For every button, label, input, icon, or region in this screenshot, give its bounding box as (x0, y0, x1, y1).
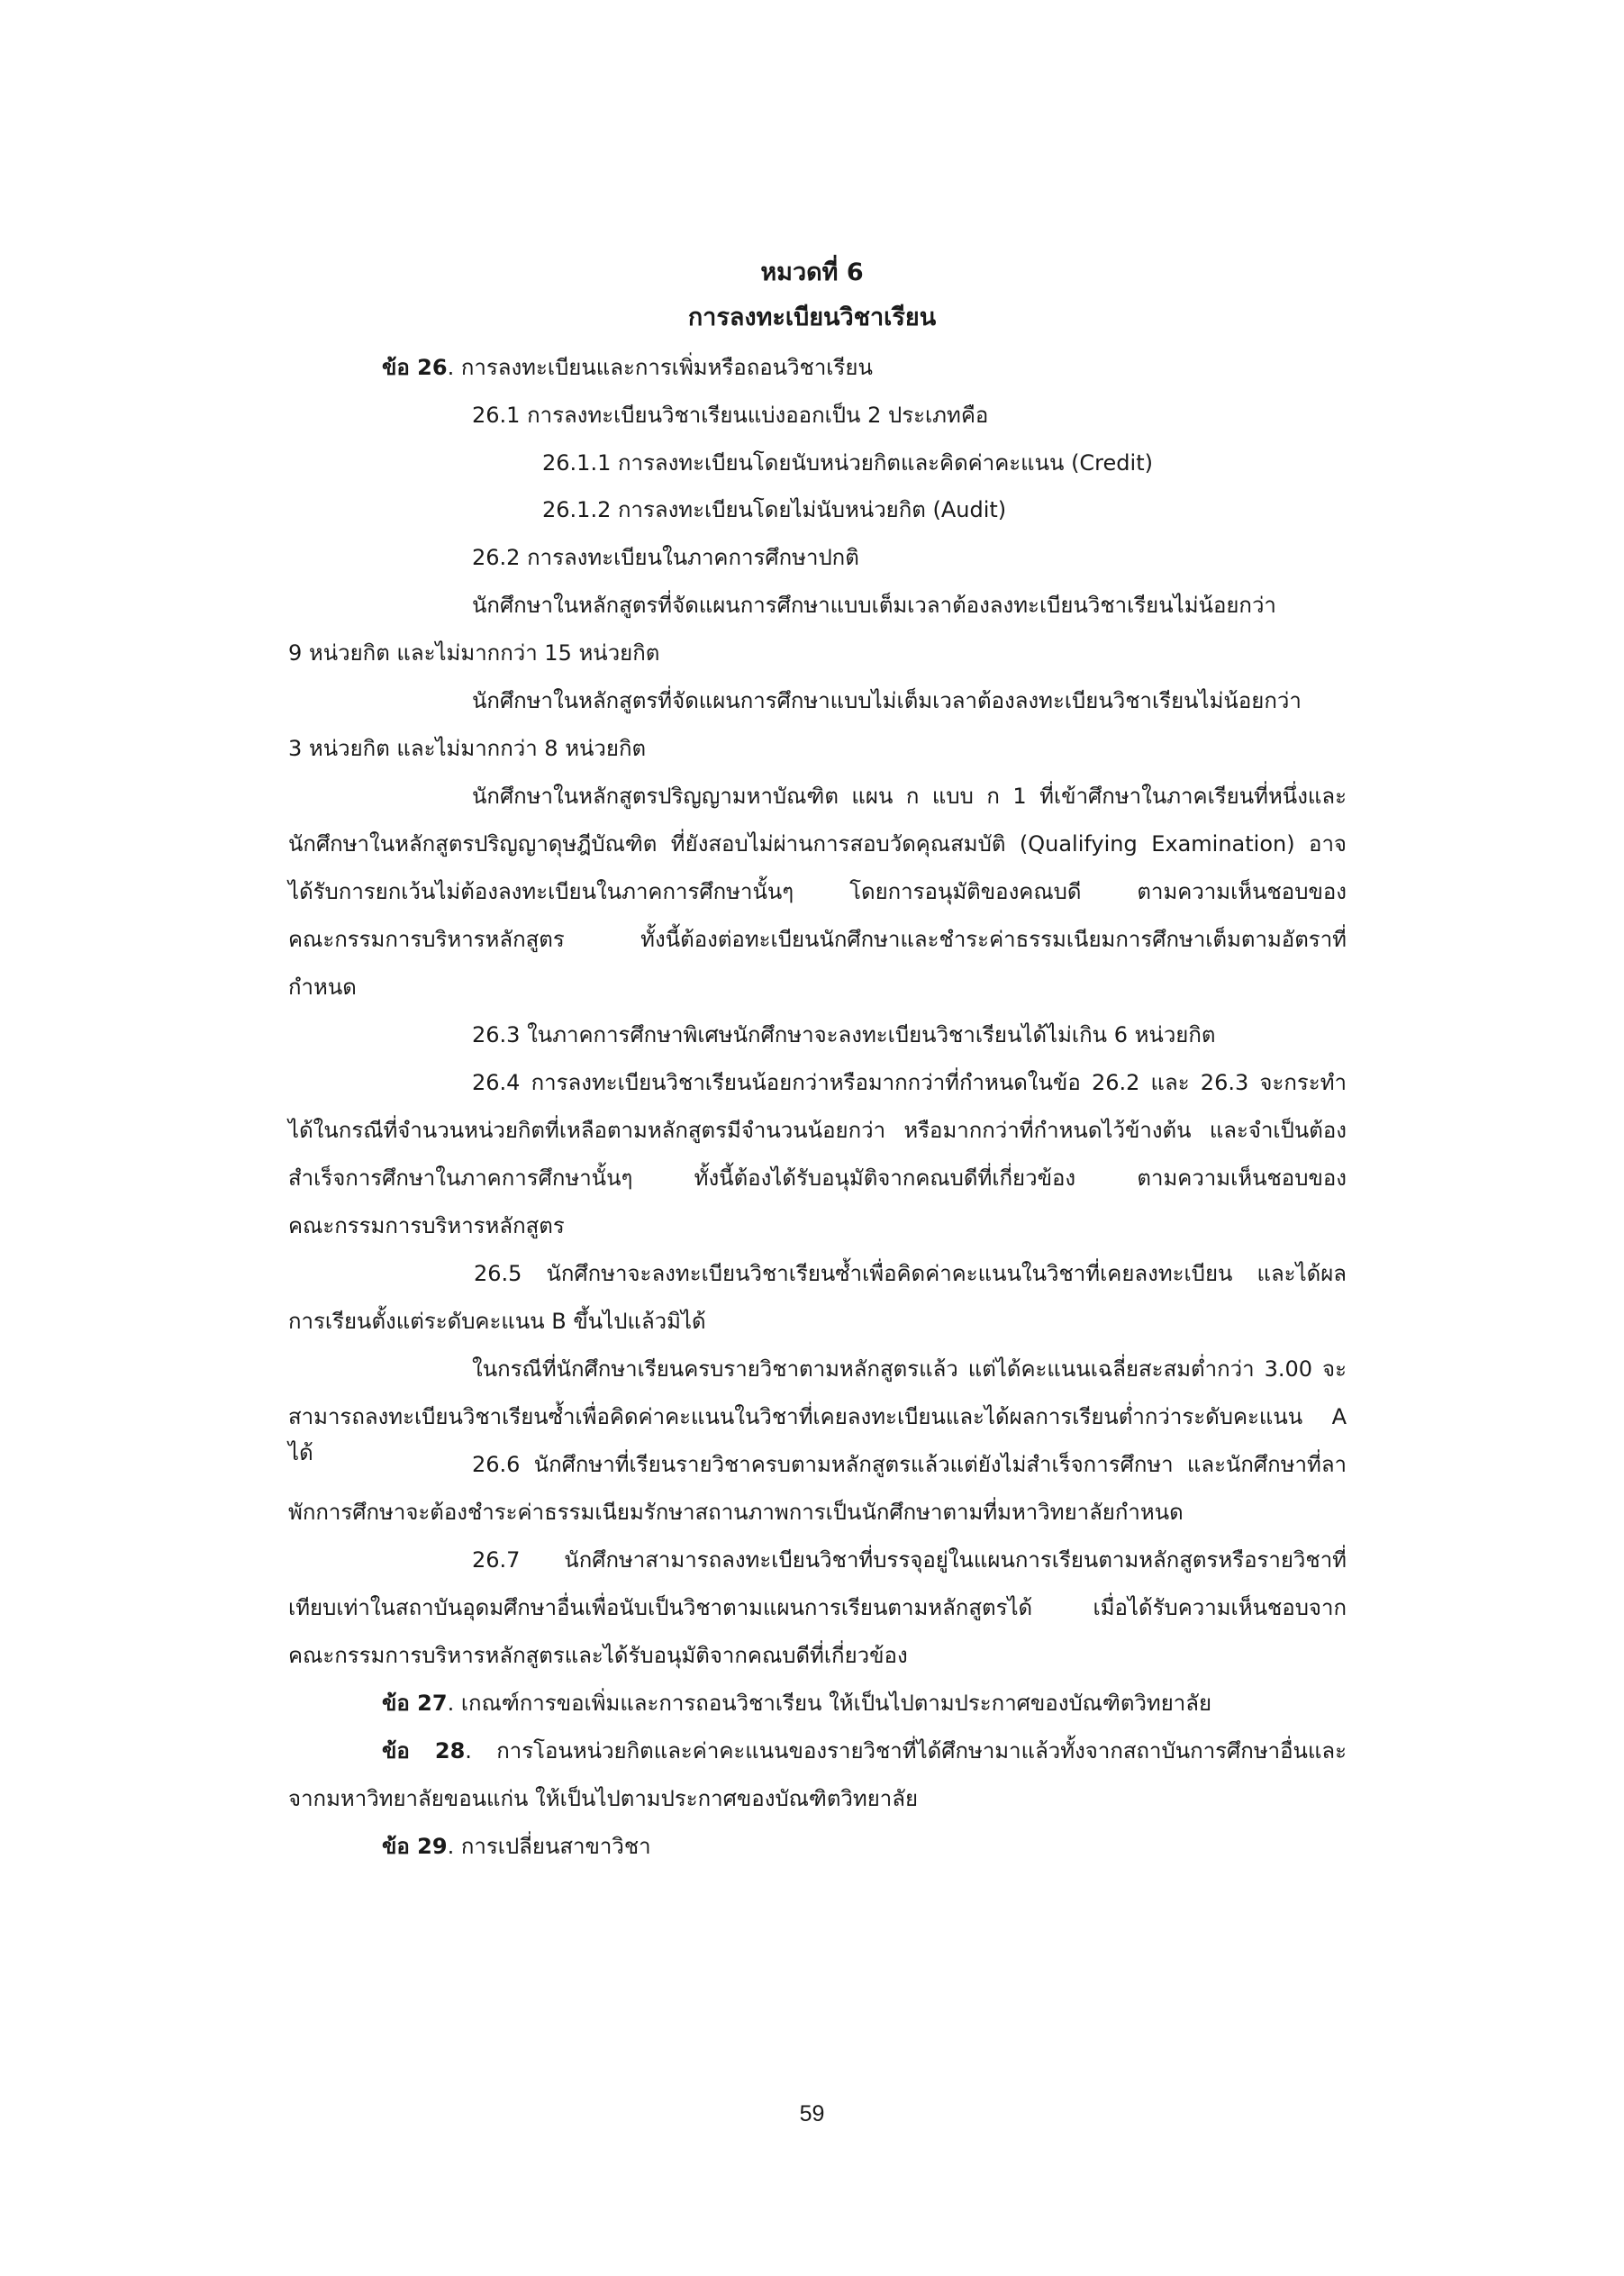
clause-29 (382, 1828, 651, 1864)
section-26-4-line-4: คณะกรรมการบริหารหลักสูตร (288, 1213, 565, 1238)
section-26-5-line-1: 26.5 นักศึกษาจะลงทะเบียนวิชาเรียนซ้ำเพื่อคิดค่าคะแนนในวิชาที่เคยลงทะเบียน และได้ผล (474, 1261, 1347, 1286)
clause-29-text: . การเปลี่ยนสาขาวิชา (447, 1834, 651, 1859)
chapter-subtitle: การลงทะเบียนวิชาเรียน (687, 304, 937, 331)
section-26-7-line-3: คณะกรรมการบริหารหลักสูตรและได้รับอนุมัติจากคณบดีที่เกี่ยวข้อง (288, 1643, 908, 1668)
gpa-line-2: สามารถลงทะเบียนวิชาเรียนซ้ำเพื่อคิดค่าคะแนนในวิชาที่เคยลงทะเบียนและได้ผลการเรียนต่ำกว่าระดับคะแนน A ได้ (288, 1404, 1347, 1465)
section-26-6-line-2: พักการศึกษาจะต้องชำระค่าธรรมเนียมรักษาสถานภาพการเป็นนักศึกษาตามที่มหาวิทยาลัยกำหนด (288, 1500, 1184, 1525)
section-26-4-line-1: 26.4 การลงทะเบียนวิชาเรียนน้อยกว่าหรือมากกว่าที่กำหนดในข้อ 26.2 และ 26.3 จะกระทำ (472, 1070, 1347, 1095)
clause-28-label: ข้อ 28 (382, 1738, 466, 1764)
fulltime-line-2: 9 หน่วยกิต และไม่มากกว่า 15 หน่วยกิต (288, 640, 660, 666)
master-line-5: กำหนด (288, 975, 357, 1000)
section-26-5-line-2: การเรียนตั้งแต่ระดับคะแนน B ขึ้นไปแล้วมิได้ (288, 1309, 706, 1334)
section-26-1-1: 26.1.1 การลงทะเบียนโดยนับหน่วยกิตและคิดค่าคะแนน (Credit) (542, 450, 1153, 476)
chapter-title: หมวดที่ 6 (760, 258, 864, 286)
clause-26 (382, 349, 873, 385)
section-26-4-line-3: สำเร็จการศึกษาในภาคการศึกษานั้นๆ ทั้งนี้ต้องได้รับอนุมัติจากคณบดีที่เกี่ยวข้อง ตามความเห็นชอบของ (288, 1165, 1347, 1191)
section-26-1: 26.1 การลงทะเบียนวิชาเรียนแบ่งออกเป็น 2 ประเภทคือ (472, 403, 989, 428)
master-line-4: คณะกรรมการบริหารหลักสูตร ทั้งนี้ต้องต่อทะเบียนนักศึกษาและชำระค่าธรรมเนียมการศึกษาเต็มตามอัตราที่ (288, 927, 1347, 952)
parttime-line-1: นักศึกษาในหลักสูตรที่จัดแผนการศึกษาแบบไม่เต็มเวลาต้องลงทะเบียนวิชาเรียนไม่น้อยกว่า (472, 688, 1302, 713)
master-line-1: นักศึกษาในหลักสูตรปริญญามหาบัณฑิต แผน ก แบบ ก 1 ที่เข้าศึกษาในภาคเรียนที่หนึ่งและ (472, 784, 1347, 809)
section-26-2: 26.2 การลงทะเบียนในภาคการศึกษาปกติ (472, 545, 859, 570)
parttime-line-2: 3 หน่วยกิต และไม่มากกว่า 8 หน่วยกิต (288, 736, 647, 761)
clause-28-continuation: จากมหาวิทยาลัยขอนแก่น ให้เป็นไปตามประกาศของบัณฑิตวิทยาลัย (288, 1786, 919, 1811)
section-26-3: 26.3 ในภาคการศึกษาพิเศษนักศึกษาจะลงทะเบียนวิชาเรียนได้ไม่เกิน 6 หน่วยกิต (472, 1022, 1216, 1047)
clause-28 (382, 1733, 1347, 1769)
section-26-7-line-1: 26.7 นักศึกษาสามารถลงทะเบียนวิชาที่บรรจุอยู่ในแผนการเรียนตามหลักสูตรหรือรายวิชาที่ (472, 1547, 1347, 1573)
section-26-4-line-2: ได้ในกรณีที่จำนวนหน่วยกิตที่เหลือตามหลักสูตรมีจำนวนน้อยกว่า หรือมากกว่าที่กำหนดไว้ข้างต้น และจำเป็นต้อง (288, 1118, 1347, 1143)
master-line-2: นักศึกษาในหลักสูตรปริญญาดุษฎีบัณฑิต ที่ยังสอบไม่ผ่านการสอบวัดคุณสมบัติ (Qualifying Examination) อาจ (288, 831, 1347, 857)
page-number: 59 (799, 2101, 825, 2126)
clause-27 (382, 1685, 1211, 1721)
clause-27-label: ข้อ 27 (382, 1691, 448, 1716)
clause-26-label: ข้อ 26 (382, 355, 448, 380)
gpa-line-1: ในกรณีที่นักศึกษาเรียนครบรายวิชาตามหลักสูตรแล้ว แต่ได้คะแนนเฉลี่ยสะสมต่ำกว่า 3.00 จะ (472, 1356, 1347, 1382)
section-26-1-2: 26.1.2 การลงทะเบียนโดยไม่นับหน่วยกิต (Audit) (542, 497, 1007, 522)
section-26-7-line-2: เทียบเท่าในสถาบันอุดมศึกษาอื่นเพื่อนับเป็นวิชาตามแผนการเรียนตามหลักสูตรได้ เมื่อได้รับความเห็นชอบจาก (288, 1595, 1347, 1620)
master-line-3: ได้รับการยกเว้นไม่ต้องลงทะเบียนในภาคการศึกษานั้นๆ โดยการอนุมัติของคณบดี ตามความเห็นชอบของ (288, 879, 1347, 904)
clause-28-text: . การโอนหน่วยกิตและค่าคะแนนของรายวิชาที่ได้ศึกษามาแล้วทั้งจากสถาบันการศึกษาอื่นและ (465, 1738, 1347, 1764)
clause-26-text: . การลงทะเบียนและการเพิ่มหรือถอนวิชาเรียน (447, 355, 873, 380)
clause-29-label: ข้อ 29 (382, 1834, 448, 1859)
fulltime-line-1: นักศึกษาในหลักสูตรที่จัดแผนการศึกษาแบบเต็มเวลาต้องลงทะเบียนวิชาเรียนไม่น้อยกว่า (472, 593, 1276, 618)
section-26-6-line-1: 26.6 นักศึกษาที่เรียนรายวิชาครบตามหลักสูตรแล้วแต่ยังไม่สำเร็จการศึกษา และนักศึกษาที่ลา (472, 1452, 1347, 1477)
clause-27-text: . เกณฑ์การขอเพิ่มและการถอนวิชาเรียน ให้เป็นไปตามประกาศของบัณฑิตวิทยาลัย (447, 1691, 1212, 1716)
